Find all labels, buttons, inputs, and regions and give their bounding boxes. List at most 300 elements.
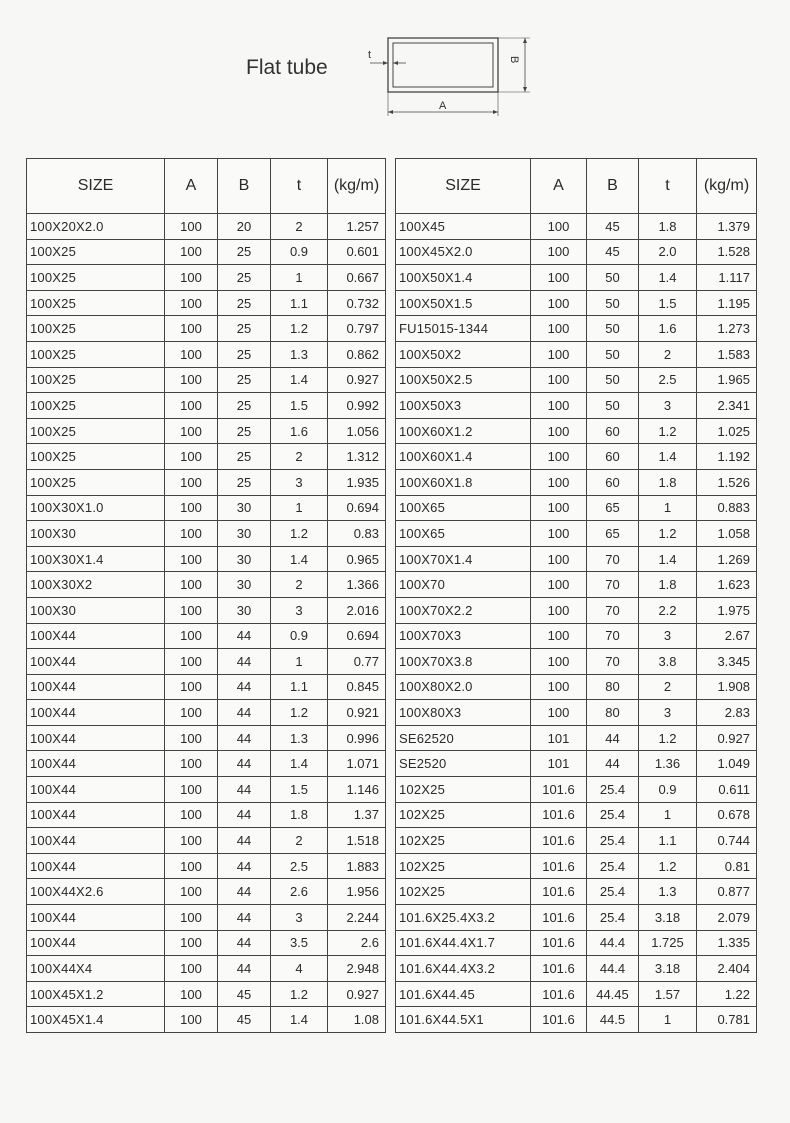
cell-b: 25 <box>218 265 271 291</box>
cell-size: 100X70X1.4 <box>396 546 531 572</box>
cell-b: 25.4 <box>587 905 639 931</box>
cell-a: 100 <box>531 546 587 572</box>
cell-weight: 0.877 <box>697 879 757 905</box>
cell-size: 100X44 <box>27 853 165 879</box>
cell-b: 44.4 <box>587 930 639 956</box>
cell-a: 100 <box>165 751 218 777</box>
cell-weight: 1.518 <box>328 828 386 854</box>
cell-b: 70 <box>587 546 639 572</box>
flat-tube-diagram <box>360 30 540 120</box>
cell-t: 1.6 <box>639 316 697 342</box>
cell-a: 101.6 <box>531 1007 587 1033</box>
cell-size: 100X44 <box>27 777 165 803</box>
cell-t: 1.8 <box>639 214 697 240</box>
table-row <box>396 828 757 854</box>
table-header-row <box>396 159 757 214</box>
cell-weight: 1.975 <box>697 597 757 623</box>
t-dimension-label: t <box>368 49 372 61</box>
cell-size: 100X25 <box>27 341 165 367</box>
cell-weight: 0.781 <box>697 1007 757 1033</box>
cell-weight: 1.623 <box>697 572 757 598</box>
cell-size: 100X50X1.4 <box>396 265 531 291</box>
cell-weight: 1.071 <box>328 751 386 777</box>
cell-t: 1.2 <box>271 981 328 1007</box>
cell-t: 2.5 <box>639 367 697 393</box>
cell-t: 2.5 <box>271 853 328 879</box>
table-row <box>27 674 386 700</box>
cell-size: 100X44 <box>27 751 165 777</box>
cell-t: 1.4 <box>271 546 328 572</box>
cell-a: 100 <box>165 802 218 828</box>
cell-size: 100X44 <box>27 828 165 854</box>
cell-size: 100X44 <box>27 802 165 828</box>
cell-weight: 1.379 <box>697 214 757 240</box>
table-body-right <box>396 214 757 1033</box>
cell-weight: 0.667 <box>328 265 386 291</box>
table-row <box>396 265 757 291</box>
cell-a: 100 <box>165 290 218 316</box>
cell-weight: 0.797 <box>328 316 386 342</box>
cell-t: 2 <box>271 572 328 598</box>
cell-t: 1.3 <box>271 341 328 367</box>
cell-b: 60 <box>587 469 639 495</box>
cell-size: 100X25 <box>27 367 165 393</box>
cell-a: 101.6 <box>531 777 587 803</box>
cell-t: 1.2 <box>639 418 697 444</box>
cell-weight: 1.146 <box>328 777 386 803</box>
cell-a: 100 <box>165 367 218 393</box>
cell-size: 100X30 <box>27 597 165 623</box>
cell-a: 101 <box>531 725 587 751</box>
cell-weight: 2.079 <box>697 905 757 931</box>
table-row <box>27 290 386 316</box>
cell-t: 1 <box>271 495 328 521</box>
table-row <box>396 341 757 367</box>
table-row <box>396 316 757 342</box>
cell-weight: 1.583 <box>697 341 757 367</box>
cell-t: 1.36 <box>639 751 697 777</box>
cell-a: 100 <box>165 214 218 240</box>
table-row <box>396 777 757 803</box>
cell-weight: 1.192 <box>697 444 757 470</box>
table-row <box>27 239 386 265</box>
cell-size: 100X44 <box>27 725 165 751</box>
cell-t: 1.1 <box>271 290 328 316</box>
cell-t: 1.5 <box>639 290 697 316</box>
cell-t: 2 <box>271 828 328 854</box>
cell-weight: 1.908 <box>697 674 757 700</box>
table-row <box>27 956 386 982</box>
cell-b: 60 <box>587 418 639 444</box>
header-t: t <box>271 159 328 214</box>
cell-a: 101.6 <box>531 981 587 1007</box>
header-b: B <box>587 159 639 214</box>
cell-t: 1.4 <box>271 751 328 777</box>
cell-b: 44 <box>218 649 271 675</box>
cell-size: 100X70X3.8 <box>396 649 531 675</box>
b-dimension-label: B <box>508 56 520 64</box>
table-row <box>27 393 386 419</box>
table-row <box>396 930 757 956</box>
cell-weight: 2.83 <box>697 700 757 726</box>
cell-t: 1.2 <box>271 521 328 547</box>
cell-weight: 0.927 <box>697 725 757 751</box>
table-row <box>396 649 757 675</box>
cell-size: 101.6X44.4X3.2 <box>396 956 531 982</box>
cell-weight: 1.312 <box>328 444 386 470</box>
page-title: Flat tube <box>246 56 328 79</box>
cell-a: 100 <box>165 981 218 1007</box>
table-row <box>27 214 386 240</box>
cell-t: 3.8 <box>639 649 697 675</box>
cell-weight: 1.257 <box>328 214 386 240</box>
table-row <box>27 316 386 342</box>
cell-t: 2 <box>271 214 328 240</box>
cell-b: 44 <box>218 751 271 777</box>
cell-t: 1.3 <box>639 879 697 905</box>
table-row <box>27 341 386 367</box>
cell-a: 100 <box>531 674 587 700</box>
cell-b: 45 <box>587 214 639 240</box>
cell-size: 100X25 <box>27 418 165 444</box>
cell-weight: 1.935 <box>328 469 386 495</box>
cell-t: 1.57 <box>639 981 697 1007</box>
cell-size: 100X60X1.2 <box>396 418 531 444</box>
cell-a: 100 <box>531 623 587 649</box>
cell-a: 101.6 <box>531 956 587 982</box>
cell-size: 100X50X3 <box>396 393 531 419</box>
cell-b: 65 <box>587 521 639 547</box>
cell-size: 101.6X44.45 <box>396 981 531 1007</box>
cell-b: 70 <box>587 623 639 649</box>
cell-a: 100 <box>165 469 218 495</box>
header-a: A <box>165 159 218 214</box>
table-row <box>27 981 386 1007</box>
cell-b: 50 <box>587 290 639 316</box>
cell-t: 1 <box>639 495 697 521</box>
cell-b: 44 <box>587 751 639 777</box>
table-row <box>396 751 757 777</box>
cell-weight: 2.67 <box>697 623 757 649</box>
cell-t: 2.0 <box>639 239 697 265</box>
cell-t: 2 <box>639 674 697 700</box>
cell-b: 25 <box>218 393 271 419</box>
cell-b: 44 <box>218 725 271 751</box>
cell-size: 100X45X1.2 <box>27 981 165 1007</box>
cell-size: 100X25 <box>27 316 165 342</box>
cell-a: 100 <box>531 239 587 265</box>
cell-t: 1.5 <box>271 393 328 419</box>
cell-t: 1.8 <box>271 802 328 828</box>
cell-a: 100 <box>165 597 218 623</box>
cell-b: 30 <box>218 597 271 623</box>
table-row <box>27 418 386 444</box>
cell-weight: 0.694 <box>328 623 386 649</box>
cell-size: SE62520 <box>396 725 531 751</box>
cell-b: 25 <box>218 444 271 470</box>
cell-a: 100 <box>531 495 587 521</box>
table-row <box>27 265 386 291</box>
table-row <box>396 853 757 879</box>
cell-size: 102X25 <box>396 777 531 803</box>
table-row <box>27 649 386 675</box>
cell-t: 3.18 <box>639 956 697 982</box>
table-row <box>27 802 386 828</box>
cell-weight: 1.883 <box>328 853 386 879</box>
cell-b: 44 <box>218 700 271 726</box>
cell-size: 100X30X1.4 <box>27 546 165 572</box>
cell-weight: 0.845 <box>328 674 386 700</box>
cell-weight: 1.025 <box>697 418 757 444</box>
table-row <box>396 290 757 316</box>
cell-t: 0.9 <box>271 239 328 265</box>
cell-weight: 0.678 <box>697 802 757 828</box>
tube-outer-outline <box>388 38 498 92</box>
cell-weight: 1.058 <box>697 521 757 547</box>
cell-weight: 2.404 <box>697 956 757 982</box>
cell-size: 102X25 <box>396 802 531 828</box>
table-row <box>27 700 386 726</box>
cell-weight: 0.744 <box>697 828 757 854</box>
cell-weight: 2.341 <box>697 393 757 419</box>
table-row <box>27 879 386 905</box>
cell-a: 100 <box>531 367 587 393</box>
cell-weight: 3.345 <box>697 649 757 675</box>
cell-a: 100 <box>165 930 218 956</box>
table-row <box>27 469 386 495</box>
cell-t: 1.2 <box>639 853 697 879</box>
cell-t: 1.6 <box>271 418 328 444</box>
cell-size: 100X50X2.5 <box>396 367 531 393</box>
cell-a: 100 <box>531 572 587 598</box>
table-row <box>396 879 757 905</box>
cell-a: 100 <box>165 956 218 982</box>
cell-a: 100 <box>165 521 218 547</box>
cell-b: 44 <box>218 956 271 982</box>
cell-b: 25 <box>218 367 271 393</box>
cell-a: 101 <box>531 751 587 777</box>
cell-size: 100X44 <box>27 674 165 700</box>
cell-size: 100X30X1.0 <box>27 495 165 521</box>
cell-b: 45 <box>218 981 271 1007</box>
cell-b: 50 <box>587 316 639 342</box>
cell-b: 44 <box>218 930 271 956</box>
cell-a: 100 <box>531 444 587 470</box>
cell-weight: 1.056 <box>328 418 386 444</box>
table-row <box>27 572 386 598</box>
table-row <box>396 214 757 240</box>
table-row <box>396 418 757 444</box>
cell-b: 70 <box>587 597 639 623</box>
cell-size: 100X44 <box>27 623 165 649</box>
table-row <box>27 1007 386 1033</box>
cell-weight: 1.965 <box>697 367 757 393</box>
cell-b: 60 <box>587 444 639 470</box>
cell-a: 101.6 <box>531 802 587 828</box>
cell-weight: 0.732 <box>328 290 386 316</box>
table-row <box>396 674 757 700</box>
table-row <box>27 930 386 956</box>
table-row <box>27 725 386 751</box>
cell-t: 2 <box>271 444 328 470</box>
table-row <box>396 521 757 547</box>
cell-weight: 1.366 <box>328 572 386 598</box>
table-row <box>396 393 757 419</box>
cell-weight: 1.269 <box>697 546 757 572</box>
cell-weight: 0.927 <box>328 981 386 1007</box>
cell-t: 1.2 <box>639 725 697 751</box>
cell-size: 100X44 <box>27 649 165 675</box>
cell-b: 44 <box>218 905 271 931</box>
cell-b: 25.4 <box>587 777 639 803</box>
cell-b: 25 <box>218 418 271 444</box>
cell-t: 1.725 <box>639 930 697 956</box>
cell-b: 80 <box>587 700 639 726</box>
cell-b: 25 <box>218 290 271 316</box>
cell-size: 100X50X1.5 <box>396 290 531 316</box>
cell-b: 30 <box>218 546 271 572</box>
cell-t: 1 <box>639 1007 697 1033</box>
cell-b: 25 <box>218 469 271 495</box>
table-row <box>396 367 757 393</box>
cell-b: 25 <box>218 341 271 367</box>
cell-size: 100X60X1.8 <box>396 469 531 495</box>
cell-t: 2 <box>639 341 697 367</box>
cell-size: 100X25 <box>27 444 165 470</box>
cell-size: 100X60X1.4 <box>396 444 531 470</box>
table-row <box>396 981 757 1007</box>
table-row <box>27 905 386 931</box>
cell-size: 100X80X3 <box>396 700 531 726</box>
cell-size: 100X45 <box>396 214 531 240</box>
spec-table-left <box>26 158 386 1033</box>
cell-size: 102X25 <box>396 853 531 879</box>
cell-a: 100 <box>531 341 587 367</box>
cell-a: 101.6 <box>531 853 587 879</box>
cell-a: 100 <box>165 341 218 367</box>
cell-b: 25.4 <box>587 853 639 879</box>
table-row <box>27 521 386 547</box>
cell-size: 100X45X2.0 <box>396 239 531 265</box>
cell-b: 44 <box>218 853 271 879</box>
cell-weight: 1.956 <box>328 879 386 905</box>
cell-size: 100X44 <box>27 930 165 956</box>
cell-b: 25.4 <box>587 879 639 905</box>
cell-weight: 0.965 <box>328 546 386 572</box>
cell-a: 100 <box>531 521 587 547</box>
cell-size: 100X25 <box>27 265 165 291</box>
cell-weight: 1.273 <box>697 316 757 342</box>
cell-weight: 1.37 <box>328 802 386 828</box>
cell-weight: 0.883 <box>697 495 757 521</box>
cell-b: 44 <box>218 777 271 803</box>
cell-a: 100 <box>531 393 587 419</box>
cell-size: 102X25 <box>396 879 531 905</box>
cell-b: 70 <box>587 572 639 598</box>
cell-size: 102X25 <box>396 828 531 854</box>
cell-b: 80 <box>587 674 639 700</box>
cell-a: 101.6 <box>531 905 587 931</box>
cell-weight: 2.948 <box>328 956 386 982</box>
cell-size: 101.6X44.5X1 <box>396 1007 531 1033</box>
cell-size: 100X65 <box>396 495 531 521</box>
cell-b: 44 <box>218 802 271 828</box>
table-row <box>27 597 386 623</box>
cell-t: 1.3 <box>271 725 328 751</box>
cell-t: 1.1 <box>639 828 697 854</box>
cell-b: 65 <box>587 495 639 521</box>
cell-b: 20 <box>218 214 271 240</box>
table-row <box>396 623 757 649</box>
cell-a: 100 <box>165 777 218 803</box>
cell-size: 100X44X2.6 <box>27 879 165 905</box>
cell-weight: 1.08 <box>328 1007 386 1033</box>
cell-b: 30 <box>218 572 271 598</box>
cell-weight: 0.77 <box>328 649 386 675</box>
cell-t: 0.9 <box>271 623 328 649</box>
cell-a: 101.6 <box>531 828 587 854</box>
cell-weight: 0.81 <box>697 853 757 879</box>
cell-b: 44 <box>587 725 639 751</box>
cell-b: 25 <box>218 239 271 265</box>
table-row <box>27 751 386 777</box>
cell-b: 44.45 <box>587 981 639 1007</box>
table-row <box>27 853 386 879</box>
cell-weight: 0.862 <box>328 341 386 367</box>
table-header-row <box>27 159 386 214</box>
cell-size: 100X65 <box>396 521 531 547</box>
cell-b: 70 <box>587 649 639 675</box>
cell-t: 3 <box>271 905 328 931</box>
cell-weight: 0.694 <box>328 495 386 521</box>
cell-weight: 1.195 <box>697 290 757 316</box>
cell-size: 100X45X1.4 <box>27 1007 165 1033</box>
cell-size: 100X20X2.0 <box>27 214 165 240</box>
table-row <box>396 469 757 495</box>
cell-size: 101.6X44.4X1.7 <box>396 930 531 956</box>
cell-a: 100 <box>531 265 587 291</box>
table-row <box>396 239 757 265</box>
table-row <box>396 495 757 521</box>
cell-t: 1.4 <box>639 265 697 291</box>
cell-t: 1.1 <box>271 674 328 700</box>
cell-b: 45 <box>218 1007 271 1033</box>
table-row <box>27 367 386 393</box>
table-row <box>396 802 757 828</box>
cell-a: 100 <box>165 853 218 879</box>
header-t: t <box>639 159 697 214</box>
cell-b: 25 <box>218 316 271 342</box>
table-row <box>27 623 386 649</box>
cell-size: 100X25 <box>27 393 165 419</box>
table-row <box>27 546 386 572</box>
table-row <box>396 444 757 470</box>
cell-size: FU15015-1344 <box>396 316 531 342</box>
cell-weight: 0.921 <box>328 700 386 726</box>
cell-a: 101.6 <box>531 879 587 905</box>
cell-a: 100 <box>165 700 218 726</box>
table-row <box>396 572 757 598</box>
cell-t: 3.18 <box>639 905 697 931</box>
cell-t: 1.5 <box>271 777 328 803</box>
cell-a: 100 <box>165 905 218 931</box>
cell-weight: 0.996 <box>328 725 386 751</box>
cell-t: 1 <box>271 265 328 291</box>
cell-b: 30 <box>218 495 271 521</box>
cell-a: 100 <box>531 316 587 342</box>
cell-t: 1.4 <box>639 546 697 572</box>
table-row <box>27 777 386 803</box>
